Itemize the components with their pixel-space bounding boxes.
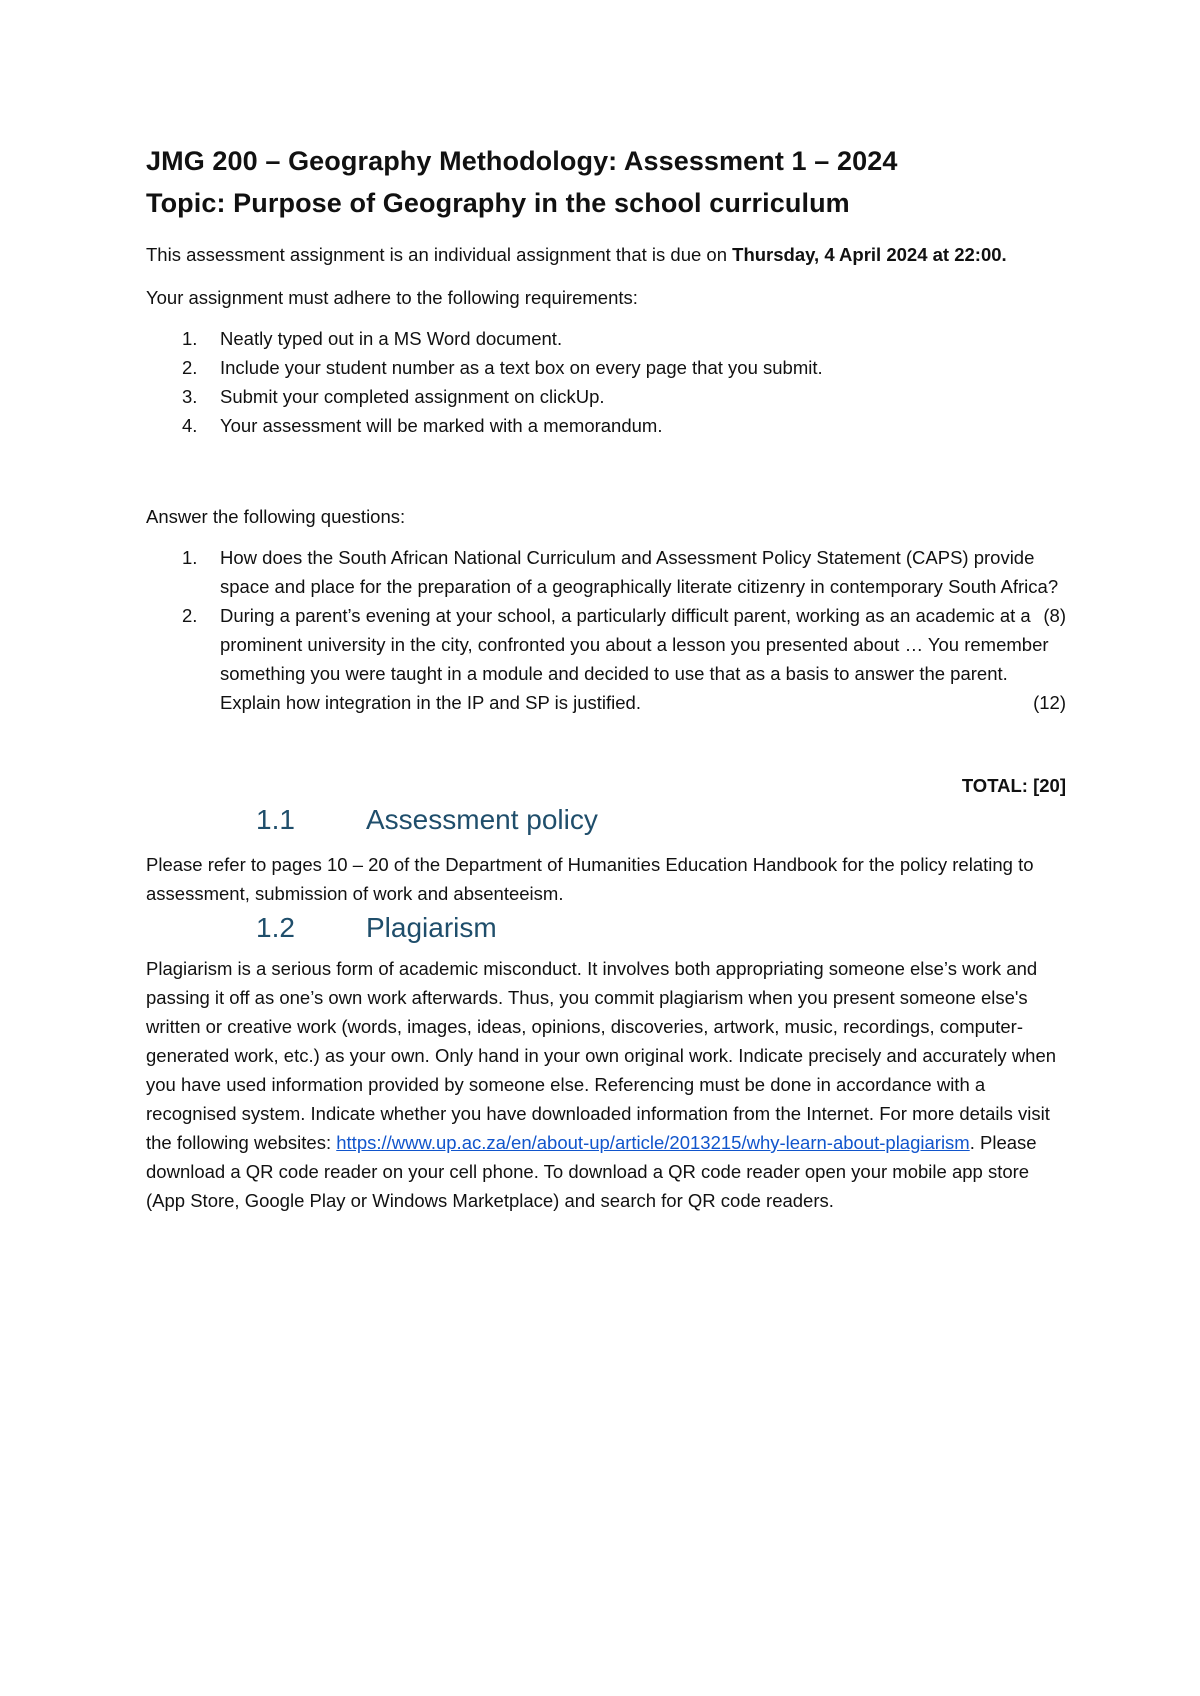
section-title: Assessment policy: [366, 804, 598, 835]
requirements-list: [146, 324, 1066, 440]
question-text: How does the South African National Curriculum and Assessment Policy Statement (CAPS) provide space and place for the preparation of a geographically literate citizenry in contemporary South Africa?: [220, 547, 1059, 597]
list-text: Neatly typed out in a MS Word document.: [220, 328, 563, 349]
question-item: [146, 601, 1066, 717]
question-marks: (12): [1033, 692, 1066, 713]
list-item: [146, 382, 1066, 411]
question-number: 1.: [182, 547, 198, 568]
questions-list: [146, 543, 1066, 717]
plagiarism-heading: [146, 908, 1066, 948]
list-item: [146, 411, 1066, 440]
title-line-1: JMG 200 – Geography Methodology: Assessment 1 – 2024: [146, 146, 898, 176]
list-number: 4.: [182, 415, 198, 436]
due-end: .: [1001, 244, 1007, 265]
document-title: [146, 140, 1066, 224]
requirements-heading: Your assignment must adhere to the following requirements:: [146, 287, 638, 308]
due-date: Thursday, 4 April 2024 at 22:00: [732, 244, 1002, 265]
assessment-policy-text: Please refer to pages 10 – 20 of the Department of Humanities Education Handbook for the policy relating to assessment, submission of work and absenteeism.: [146, 854, 1034, 904]
section-title: Plagiarism: [366, 912, 497, 943]
question-item: [146, 543, 1066, 626]
title-line-2: Topic: Purpose of Geography in the school curriculum: [146, 188, 850, 218]
due-date-paragraph: [146, 240, 1066, 269]
plagiarism-text-before: Plagiarism is a serious form of academic misconduct. It involves both appropriating someone else’s work and passing it off as one’s own work afterwards. Thus, you commit plagiarism when you present someone else's written or creative work (words, images, ideas, opinions, discoveries, artwork, music, recordings, computer-generated work, etc.) as your own. Only hand in your own original work. Indicate precisely and accurately when you have used information provided by someone else. Referencing must be done in accordance with a recognised system. Indicate whether you have downloaded information from the Internet. For more details visit the following websites:: [146, 958, 1057, 1153]
plagiarism-text: [146, 954, 1066, 1215]
document-page: [146, 140, 1066, 1215]
question-number: 2.: [182, 605, 198, 626]
total-marks: TOTAL: [20]: [961, 775, 1066, 796]
list-text: Submit your completed assignment on clickUp.: [220, 386, 605, 407]
list-number: 1.: [182, 328, 198, 349]
section-number: 1.2: [256, 912, 295, 943]
list-item: [146, 324, 1066, 353]
list-number: 3.: [182, 386, 198, 407]
list-number: 2.: [182, 357, 198, 378]
assessment-policy-heading: [146, 800, 1066, 840]
plagiarism-link[interactable]: https://www.up.ac.za/en/about-up/article/2013215/why-learn-about-plagiarism: [336, 1132, 970, 1153]
list-text: Your assessment will be marked with a memorandum.: [220, 415, 663, 436]
question-marks: (8): [1043, 605, 1066, 626]
plagiarism-text-after: . Please download a QR code reader on your cell phone. To download a QR code reader open your mobile app store (App Store, Google Play or Windows Marketplace) and search for QR code readers.: [146, 1132, 1037, 1211]
list-text: Include your student number as a text box on every page that you submit.: [220, 357, 823, 378]
due-intro-text: This assessment assignment is an individual assignment that is due on: [146, 244, 733, 265]
section-number: 1.1: [256, 804, 295, 835]
questions-heading: Answer the following questions:: [146, 506, 406, 527]
list-item: [146, 353, 1066, 382]
question-text: During a parent’s evening at your school, a particularly difficult parent, working as an academic at a prominent university in the city, confronted you about a lesson you presented about … You remember something you were taught in a module and decided to use that as a basis to answer the parent. Explain how integration in the IP and SP is justified.: [220, 605, 1049, 713]
